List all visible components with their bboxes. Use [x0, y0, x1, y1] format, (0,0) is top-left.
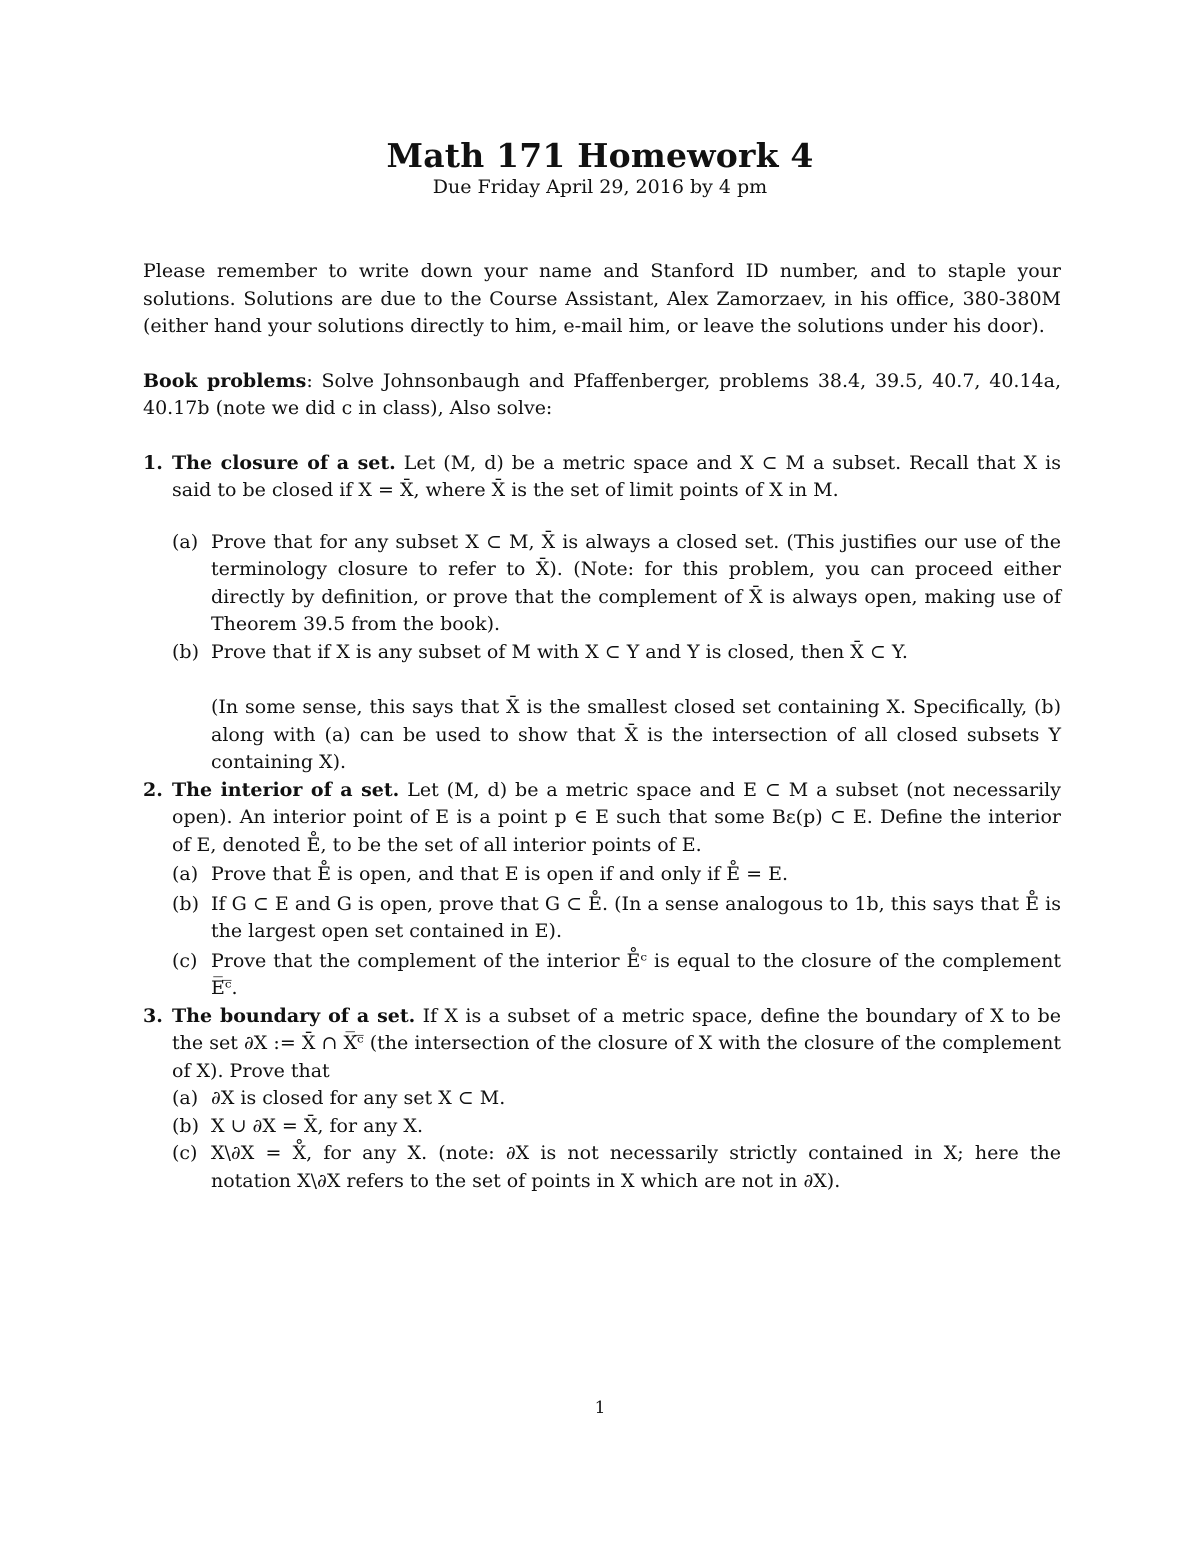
- problem-1: [143, 450, 1061, 777]
- part-label: (b): [172, 892, 199, 915]
- part-label: (a): [172, 1087, 199, 1109]
- problem-2: [143, 777, 1061, 1003]
- problem-text: Let (M, d) be a metric space and E ⊂ M a subset (not necessarily open). An interior point of E is a point p ∈ E such that some Bε(p) ⊂ E. Define the interior of E, denoted E̊, to be the set of all interior points of E.: [172, 778, 1061, 856]
- part-label: (b): [172, 640, 199, 663]
- problem-part: [172, 1140, 1061, 1195]
- due-date: Due Friday April 29, 2016 by 4 pm: [432, 176, 768, 198]
- part-text: Prove that the complement of the interior E̊ᶜ is equal to the closure of the complement E̅ᶜ̅.: [211, 949, 1061, 999]
- book-problems-label: Book problems: [143, 369, 307, 392]
- page-title: Math 171 Homework 4: [386, 136, 814, 175]
- intro-paragraph: Please remember to write down your name and Stanford ID number, and to staple your solutions. Solutions are due to the Course Assistant, Alex Zamorzaev, in his office, 380-380M (either hand your solutions directly to him, e-mail him, or leave the solutions under his door).: [143, 260, 1061, 337]
- part-text: Prove that E̊ is open, and that E is open if and only if E̊ = E.: [211, 863, 789, 885]
- book-problems-paragraph: [143, 368, 1061, 423]
- problem-part: [172, 948, 1061, 1003]
- problem-part: [172, 1113, 1061, 1141]
- part-text: Prove that if X is any subset of M with X ⊂ Y and Y is closed, then X̄ ⊂ Y.: [211, 640, 908, 663]
- part-label: (b): [172, 1114, 199, 1137]
- problem-3: [143, 1003, 1061, 1196]
- part-label: (a): [172, 863, 199, 885]
- problem-title: The closure of a set.: [172, 451, 396, 474]
- part-text: Prove that for any subset X ⊂ M, X̄ is always a closed set. (This justifies our use of the terminology closure to refer to X̄). (Note: for this problem, you can proceed either directly by definition, or prove that the complement of X̄ is always open, making use of Theorem 39.5 from the book).: [211, 530, 1061, 635]
- problem-note: (In some sense, this says that X̄ is the smallest closed set containing X. Specifically, (b) along with (a) can be used to show that X̄ is the intersection of all closed subsets Y containing X).: [211, 696, 1061, 773]
- problem-title: The boundary of a set.: [172, 1004, 416, 1027]
- problem-part: [172, 529, 1061, 639]
- problem-part: [172, 1085, 1061, 1113]
- problem-text: Let (M, d) be a metric space and X ⊂ M a subset. Recall that X is said to be closed if X = X̄, where X̄ is the set of limit points of X in M.: [172, 451, 1062, 501]
- part-label: (c): [172, 1142, 198, 1164]
- page-number: 1: [594, 1398, 606, 1418]
- part-label: (a): [172, 530, 199, 553]
- problem-number: 3.: [143, 1004, 163, 1027]
- book-problems-text: : Solve Johnsonbaugh and Pfaffenberger, problems 38.4, 39.5, 40.7, 40.14a, 40.17b (note we did c in class), Also solve:: [143, 369, 1062, 419]
- problem-part: [172, 861, 1061, 889]
- problem-text: If X is a subset of a metric space, define the boundary of X to be the set ∂X := X̄ ∩ X̅ᶜ̅ (the intersection of the closure of X with the closure of the complement of X). Prove that: [172, 1004, 1061, 1082]
- part-text: ∂X is closed for any set X ⊂ M.: [211, 1087, 506, 1109]
- document-body: [143, 258, 1061, 1195]
- part-text: If G ⊂ E and G is open, prove that G ⊂ E̊. (In a sense analogous to 1b, this says that E̊ is the largest open set contained in E).: [211, 892, 1061, 942]
- problem-number: 1.: [143, 451, 163, 474]
- part-text: X\∂X = X̊, for any X. (note: ∂X is not necessarily strictly contained in X; here the notation X\∂X refers to the set of points in X which are not in ∂X).: [211, 1142, 1061, 1192]
- part-label: (c): [172, 949, 198, 972]
- problem-part: [172, 891, 1061, 946]
- part-text: X ∪ ∂X = X̄, for any X.: [211, 1114, 423, 1137]
- problem-part: [172, 639, 1061, 667]
- problem-number: 2.: [143, 778, 163, 801]
- problem-title: The interior of a set.: [172, 778, 400, 801]
